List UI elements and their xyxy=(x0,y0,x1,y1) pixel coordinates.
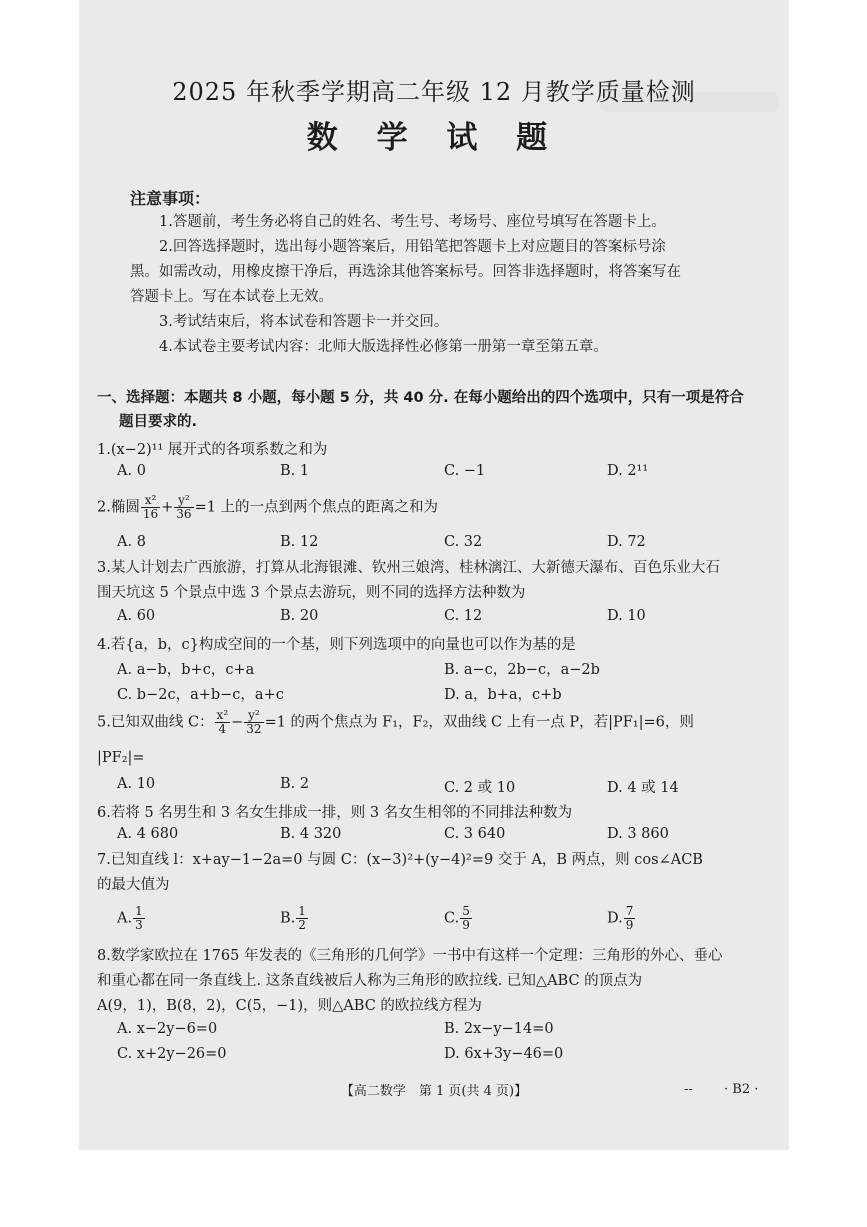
q4-option-d: D. a，b+a，c+b xyxy=(444,687,562,703)
section-heading xyxy=(97,386,767,434)
q4-option-a: A. a−b，b+c，c+a xyxy=(117,662,255,678)
q6-stem: 6.若将 5 名男生和 3 名女生排成一排，则 3 名女生相邻的不同排法种数为 xyxy=(97,805,573,821)
q2-prefix: 2.椭圆 xyxy=(97,499,140,516)
q3-line-2: 围天坑这 5 个景点中选 3 个景点去游玩，则不同的选择方法种数为 xyxy=(97,585,526,601)
footer-dash: -- xyxy=(684,1082,693,1097)
q6-option-a: A. 4 680 xyxy=(117,826,179,842)
q1-option-c: C. −1 xyxy=(444,463,486,479)
q2-stem: 2.椭圆 $\frac{\text{x²}}{16}$ + $\frac{\text{y²}}{36}$ =1 上的一点到两个焦点的距离之和为 xyxy=(97,493,439,521)
q2-suffix: =1 上的一点到两个焦点的距离之和为 xyxy=(194,499,439,516)
q7-option-b: B. $\frac{1}{2}$ xyxy=(280,904,306,932)
q7-option-c: C. $\frac{5}{9}$ xyxy=(444,904,470,932)
q2-option-d: D. 72 xyxy=(607,534,646,550)
notice-block xyxy=(130,210,750,360)
q2-option-a: A. 8 xyxy=(117,534,146,550)
q3-option-b: B. 20 xyxy=(280,608,319,624)
notice-item-1: 1.答题前，考生务必将自己的姓名、考生号、考场号、座位号填写在答题卡上。 xyxy=(159,214,666,230)
q6-option-d: D. 3 860 xyxy=(607,826,669,842)
q8-option-b: B. 2x−y−14=0 xyxy=(444,1021,554,1037)
q6-option-c: C. 3 640 xyxy=(444,826,506,842)
q5-stem-cont: |PF₂|= xyxy=(97,750,145,766)
q5-prefix: 5.已知双曲线 C： xyxy=(97,714,214,731)
notice-item-4: 4.本试卷主要考试内容：北师大版选择性必修第一册第一章至第五章。 xyxy=(159,339,608,355)
q1-stem: 1.(x−2)¹¹ 展开式的各项系数之和为 xyxy=(97,442,328,458)
q5-suffix: =1 的两个焦点为 F₁，F₂，双曲线 C 上有一点 P，若|PF₁|=6，则 xyxy=(264,714,694,731)
q1-option-a: A. 0 xyxy=(117,463,146,479)
q7-line-2: 的最大值为 xyxy=(97,877,170,893)
q2-fraction-x: $\frac{\text{x²}}{16}$ xyxy=(142,493,159,521)
q6-option-b: B. 4 320 xyxy=(280,826,342,842)
q2-fraction-y: $\frac{\text{y²}}{36}$ xyxy=(176,493,192,521)
q5-option-b: B. 2 xyxy=(280,776,310,792)
q8-line-2: 和重心都在同一条直线上. 这条直线被后人称为三角形的欧拉线. 已知△ABC 的顶点为 xyxy=(97,973,643,989)
q7-line-1: 7.已知直线 l：x+ay−1−2a=0 与圆 C：(x−3)²+(y−4)²=9 交于 A，B 两点，则 cos∠ACB xyxy=(97,852,703,868)
q7-option-a: A. $\frac{1}{3}$ xyxy=(117,904,143,932)
q5-option-c: C. 2 或 10 xyxy=(444,780,516,796)
q8-line-3: A(9，1)，B(8，2)，C(5，−1)，则△ABC 的欧拉线方程为 xyxy=(97,998,482,1014)
notice-item-2-cont: 黑。如需改动，用橡皮擦干净后，再选涂其他答案标号。回答非选择题时，将答案写在 xyxy=(130,264,681,280)
q2-option-c: C. 32 xyxy=(444,534,483,550)
q3-option-d: D. 10 xyxy=(607,608,646,624)
q8-line-1: 8.数学家欧拉在 1765 年发表的《三角形的几何学》一书中有这样一个定理：三角形的外心、垂心 xyxy=(97,948,723,964)
q3-option-a: A. 60 xyxy=(117,608,156,624)
exam-title: 2025 年秋季学期高二年级 12 月教学质量检测 xyxy=(172,78,696,106)
page-footer: 【高二数学 第 1 页(共 4 页)】 xyxy=(340,1084,528,1099)
q5-fraction-y: $\frac{\text{y²}}{32}$ xyxy=(246,708,262,736)
q5-stem: 5.已知双曲线 C： $\frac{\text{x²}}{4}$ − $\frac{\text{y²}}{32}$ =1 的两个焦点为 F₁，F₂，双曲线 C 上有一点 P，若|PF₁|=6，则 xyxy=(97,708,694,736)
q7-stem xyxy=(97,848,767,898)
q1-option-b: B. 1 xyxy=(280,463,310,479)
section-line-2: 题目要求的. xyxy=(119,414,198,430)
subject-title: 数 学 试 题 xyxy=(306,120,562,156)
notice-item-2: 2.回答选择题时，选出每小题答案后，用铅笔把答题卡上对应题目的答案标号涂 xyxy=(159,239,666,255)
q2-option-b: B. 12 xyxy=(280,534,319,550)
section-line-1: 一、选择题：本题共 8 小题，每小题 5 分，共 40 分. 在每小题给出的四个选项中，只有一项是符合 xyxy=(97,390,744,406)
q4-option-c: C. b−2c，a+b−c，a+c xyxy=(117,687,284,703)
q5-option-d: D. 4 或 14 xyxy=(607,780,679,796)
q8-stem xyxy=(97,944,767,1019)
q4-stem: 4.若{a，b，c}构成空间的一个基，则下列选项中的向量也可以作为基的是 xyxy=(97,637,576,653)
q5-fraction-x: $\frac{\text{x²}}{4}$ xyxy=(216,708,229,736)
q3-option-c: C. 12 xyxy=(444,608,483,624)
q4-option-b: B. a−c，2b−c，a−2b xyxy=(444,662,600,678)
q8-option-d: D. 6x+3y−46=0 xyxy=(444,1046,564,1062)
q1-option-d: D. 2¹¹ xyxy=(607,463,649,479)
notice-heading: 注意事项： xyxy=(130,189,211,208)
q5-option-a: A. 10 xyxy=(117,776,156,792)
q8-option-c: C. x+2y−26=0 xyxy=(117,1046,227,1062)
exam-sheet xyxy=(79,0,789,1150)
notice-item-2-end: 答题卡上。写在本试卷上无效。 xyxy=(130,289,333,305)
q7-option-d: D. $\frac{7}{9}$ xyxy=(607,904,634,932)
notice-item-3: 3.考试结束后，将本试卷和答题卡一并交回。 xyxy=(159,314,449,330)
q3-stem xyxy=(97,556,767,606)
paper-code: · B2 · xyxy=(724,1082,759,1097)
q3-line-1: 3.某人计划去广西旅游，打算从北海银滩、钦州三娘湾、桂林漓江、大新德天瀑布、百色乐业大石 xyxy=(97,560,720,576)
q8-option-a: A. x−2y−6=0 xyxy=(117,1021,218,1037)
